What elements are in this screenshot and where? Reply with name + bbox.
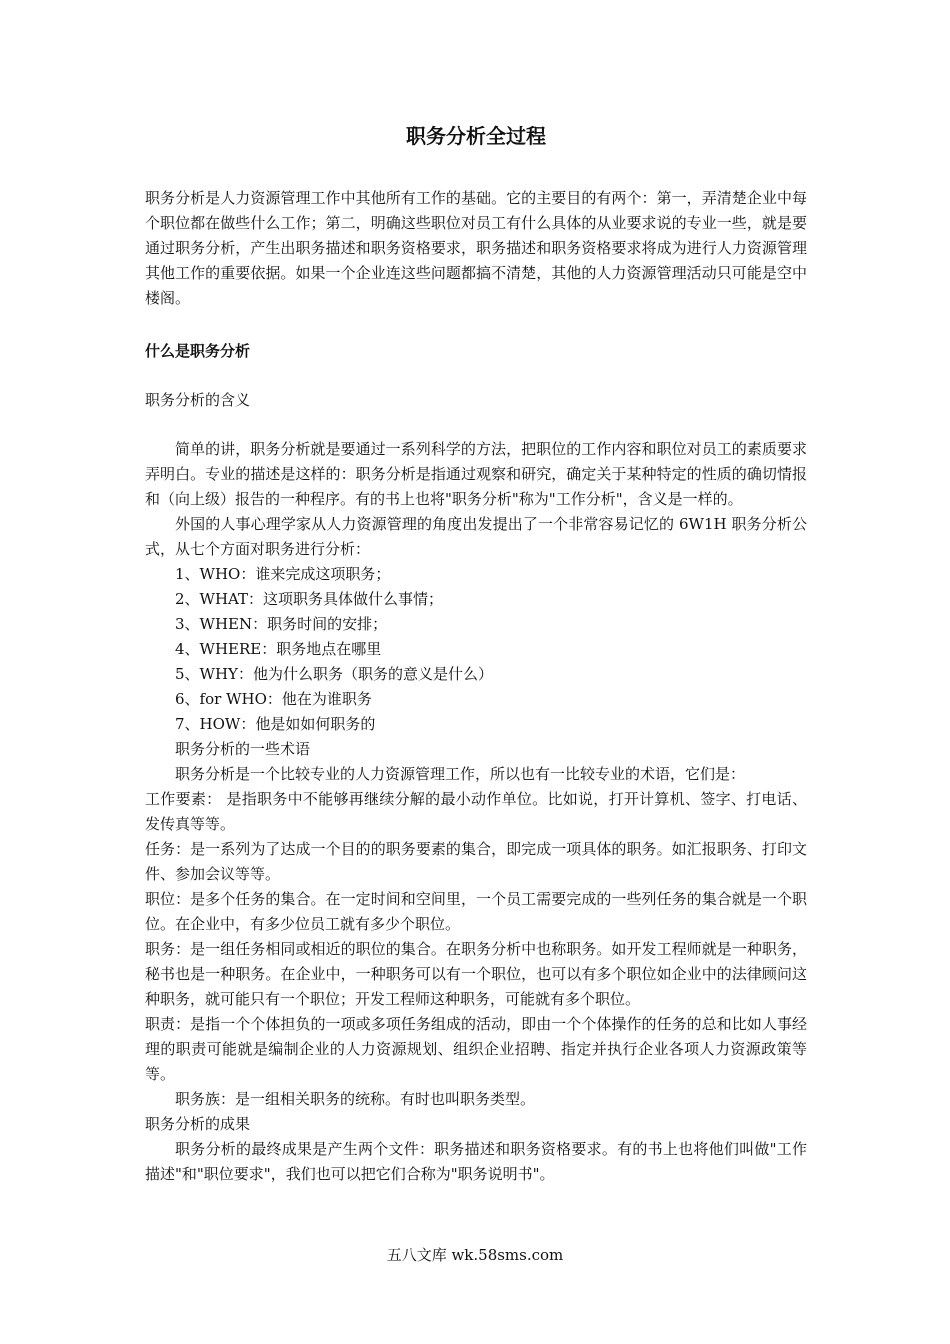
list-item: 3、WHEN：职务时间的安排；	[175, 615, 388, 633]
results-paragraph: 职务分析的最终成果是产生两个文件：职务描述和职务资格要求。有的书上也将他们叫做"工作描述"和"职位要求"，我们也可以把它们合称为"职务说明书"。	[145, 1140, 807, 1183]
intro-paragraph: 职务分析是人力资源管理工作中其他所有工作的基础。它的主要目的有两个：第一，弄清楚企业中每个职位都在做些什么工作；第二，明确这些职位对员工有什么具体的从业要求说的专业一些，就是要通过职务分析，产生出职务描述和职务资格要求，职务描述和职务资格要求将成为进行人力资源管理其他工作的重要依据。如果一个企业连这些问题都搞不清楚，其他的人力资源管理活动只可能是空中楼阁。	[145, 189, 807, 307]
list-item: 1、WHO：谁来完成这项职务；	[175, 565, 391, 583]
page-footer: 五八文库 wk.58sms.com	[386, 1246, 564, 1264]
term-job-family: 职务族：是一组相关职务的统称。有时也叫职务类型。	[175, 1090, 536, 1108]
section-subheading: 职务分析的含义	[145, 391, 251, 409]
term-duty: 职责：是指一个个体担负的一项或多项任务组成的活动，即由一个个体操作的任务的总和比如人事经理的职责可能就是编制企业的人力资源规划、组织企业招聘、指定并执行企业各项人力资源政策等等。	[145, 1015, 807, 1083]
term-job: 职务：是一组任务相同或相近的职位的集合。在职务分析中也称职务。如开发工程师就是一种职务，秘书也是一种职务。在企业中，一种职务可以有一个职位，也可以有多个职位如企业中的法律顾问这种职务，就可能只有一个职位；开发工程师这种职务，可能就有多个职位。	[145, 940, 807, 1008]
document-title: 职务分析全过程	[406, 124, 546, 148]
list-item: 4、WHERE：职务地点在哪里	[175, 640, 382, 658]
results-heading: 职务分析的成果	[145, 1115, 251, 1133]
term-task: 任务：是一系列为了达成一个目的的职务要素的集合，即完成一项具体的职务。如汇报职务、打印文件、参加会议等等。	[145, 840, 807, 883]
formula-paragraph: 外国的人事心理学家从人力资源管理的角度出发提出了一个非常容易记忆的 6W1H 职务分析公式，从七个方面对职务进行分析：	[145, 515, 807, 558]
terms-intro: 职务分析是一个比较专业的人力资源管理工作，所以也有一比较专业的术语，它们是：	[175, 765, 746, 783]
list-item: 2、WHAT：这项职务具体做什么事情；	[175, 590, 444, 608]
definition-paragraph: 简单的讲，职务分析就是要通过一系列科学的方法，把职位的工作内容和职位对员工的素质要求弄明白。专业的描述是这样的：职务分析是指通过观察和研究，确定关于某种特定的性质的确切情报和（向上级）报告的一种程序。有的书上也将"职务分析"称为"工作分析"，含义是一样的。	[145, 440, 807, 508]
section-heading: 什么是职务分析	[145, 342, 251, 360]
list-item: 7、HOW：他是如如何职务的	[175, 715, 376, 733]
document-body	[145, 118, 807, 1187]
term-work-element: 工作要素： 是指职务中不能够再继续分解的最小动作单位。比如说，打开计算机、签字、打电话、发传真等等。	[145, 790, 807, 833]
term-position: 职位：是多个任务的集合。在一定时间和空间里，一个员工需要完成的一些列任务的集合就是一个职位。在企业中，有多少位员工就有多少个职位。	[145, 890, 807, 933]
terms-heading: 职务分析的一些术语	[175, 740, 311, 758]
list-item: 5、WHY：他为什么职务（职务的意义是什么）	[175, 665, 493, 683]
list-item: 6、for WHO：他在为谁职务	[175, 690, 372, 708]
